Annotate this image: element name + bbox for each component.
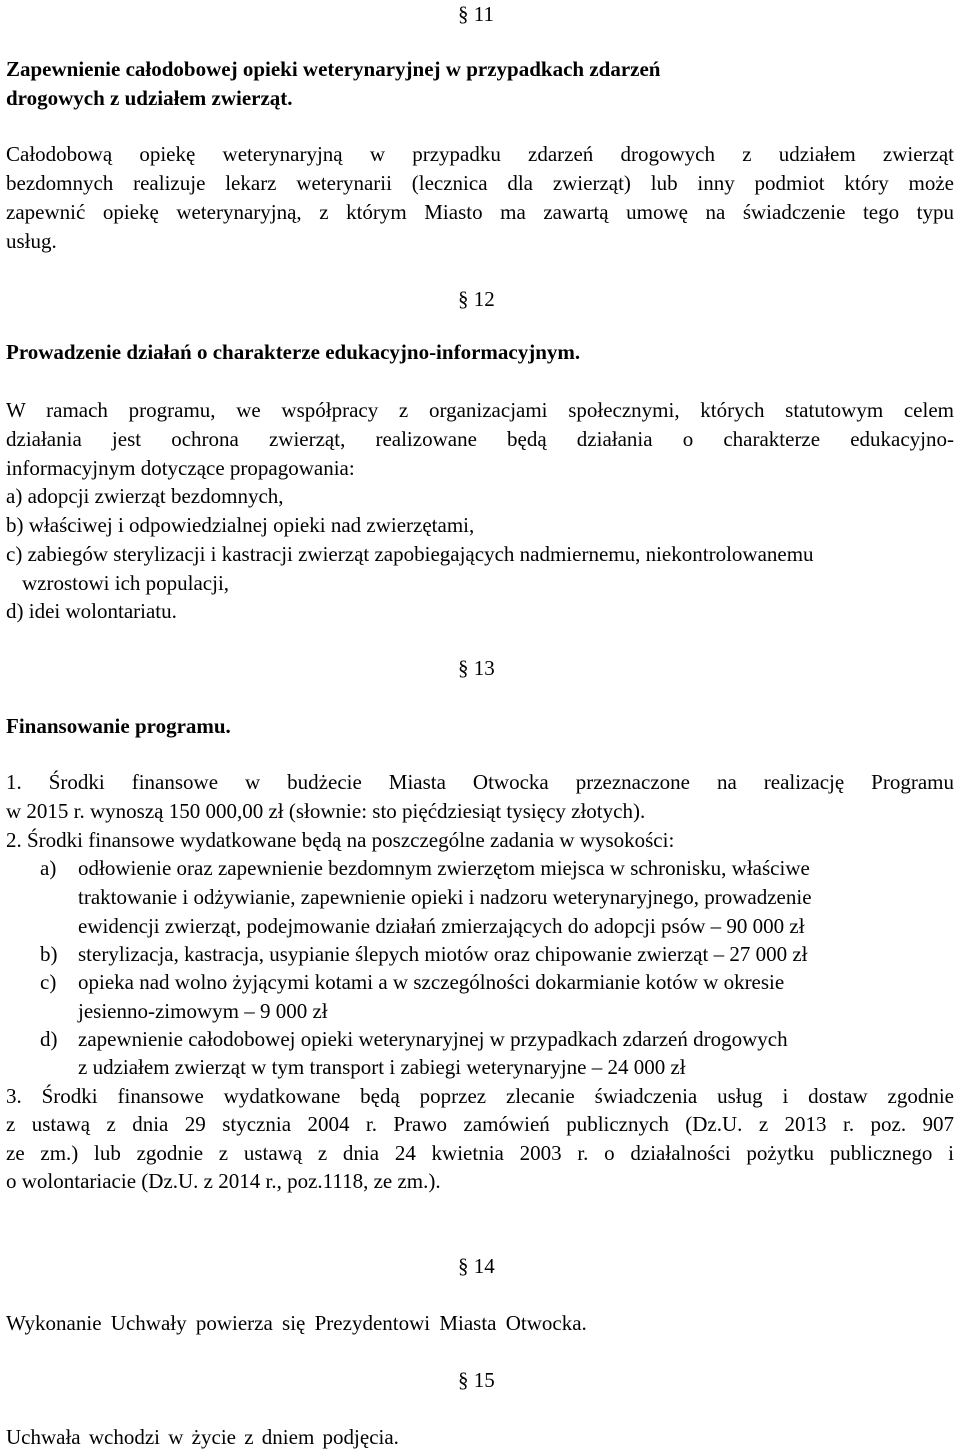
section-title-line: Zapewnienie całodobowej opieki weterynaryjnej w przypadkach zdarzeń xyxy=(6,57,661,81)
item-line: z udziałem zwierząt w tym transport i zabiegi weterynaryjne – 24 000 zł xyxy=(78,1055,686,1079)
paragraph-line: bezdomnych realizuje lekarz weterynarii (lecznica dla zwierząt) lub inny podmiot który może xyxy=(6,171,954,195)
section-number-15: § 15 xyxy=(458,1368,495,1392)
section-title: Finansowanie programu. xyxy=(6,714,231,738)
item-line: traktowanie i odżywianie, zapewnienie opieki i nadzoru weterynaryjnego, prowadzenie xyxy=(78,885,812,909)
paragraph-line: Całodobową opiekę weterynaryjną w przypadku zdarzeń drogowych z udziałem zwierząt xyxy=(6,142,954,166)
paragraph-line: działania jest ochrona zwierząt, realizowane będą działania o charakterze edukacyjno- xyxy=(6,427,954,451)
section-title-line: drogowych z udziałem zwierząt. xyxy=(6,86,293,110)
item-label: a) xyxy=(40,856,57,880)
paragraph-line: 1. Środki finansowe w budżecie Miasta Otwocka przeznaczone na realizację Programu xyxy=(6,770,954,794)
item-label: c) xyxy=(40,970,57,994)
list-item: d) idei wolontariatu. xyxy=(6,599,177,623)
paragraph-line: informacyjnym dotyczące propagowania: xyxy=(6,456,355,480)
paragraph-line: zapewnić opiekę weterynaryjną, z którym Miasto ma zawartą umowę na świadczenie tego typu xyxy=(6,200,954,224)
item-line: odłowienie oraz zapewnienie bezdomnym zwierzętom miejsca w schronisku, właściwe xyxy=(78,856,810,880)
item-label: b) xyxy=(40,942,58,966)
section-title: Prowadzenie działań o charakterze edukacyjno-informacyjnym. xyxy=(6,340,581,364)
paragraph: Wykonanie Uchwały powierza się Prezydentowi Miasta Otwocka. xyxy=(6,1311,587,1335)
paragraph-line: usług. xyxy=(6,229,57,253)
item-line: sterylizacja, kastracja, usypianie ślepych miotów oraz chipowanie zwierząt – 27 000 zł xyxy=(78,942,808,966)
item-line: zapewnienie całodobowej opieki weterynaryjnej w przypadkach zdarzeń drogowych xyxy=(78,1027,788,1051)
list-item: a) adopcji zwierząt bezdomnych, xyxy=(6,484,284,508)
list-item: b) właściwej i odpowiedzialnej opieki nad zwierzętami, xyxy=(6,513,475,537)
paragraph: Uchwała wchodzi w życie z dniem podjęcia. xyxy=(6,1425,399,1449)
item-line: ewidencji zwierząt, podejmowanie działań zmierzających do adopcji psów – 90 000 zł xyxy=(78,914,805,938)
section-number-14: § 14 xyxy=(458,1254,495,1278)
section-number-13: § 13 xyxy=(458,656,495,680)
item-label: d) xyxy=(40,1027,58,1051)
list-item-continuation: wzrostowi ich populacji, xyxy=(22,571,230,595)
item-line: jesienno-zimowym – 9 000 zł xyxy=(78,999,328,1023)
paragraph-line: o wolontariacie (Dz.U. z 2014 r., poz.1118, ze zm.). xyxy=(6,1169,441,1193)
section-number-11: § 11 xyxy=(458,2,494,26)
section-number-12: § 12 xyxy=(458,287,495,311)
item-line: opieka nad wolno żyjącymi kotami a w szczególności dokarmianie kotów w okresie xyxy=(78,970,785,994)
paragraph-line: 3. Środki finansowe wydatkowane będą poprzez zlecanie świadczenia usług i dostaw zgodnie xyxy=(6,1084,954,1108)
paragraph-line: z ustawą z dnia 29 stycznia 2004 r. Prawo zamówień publicznych (Dz.U. z 2013 r. poz. 907 xyxy=(6,1112,954,1136)
paragraph-line: W ramach programu, we współpracy z organizacjami społecznymi, których statutowym celem xyxy=(6,398,954,422)
list-item: c) zabiegów sterylizacji i kastracji zwierząt zapobiegających nadmiernemu, niekontrolowanemu xyxy=(6,542,814,566)
paragraph-line: ze zm.) lub zgodnie z ustawą z dnia 24 kwietnia 2003 r. o działalności pożytku publicznego i xyxy=(6,1141,954,1165)
paragraph-line: 2. Środki finansowe wydatkowane będą na poszczególne zadania w wysokości: xyxy=(6,828,675,852)
paragraph-line: w 2015 r. wynoszą 150 000,00 zł (słownie: sto pięćdziesiąt tysięcy złotych). xyxy=(6,799,646,823)
